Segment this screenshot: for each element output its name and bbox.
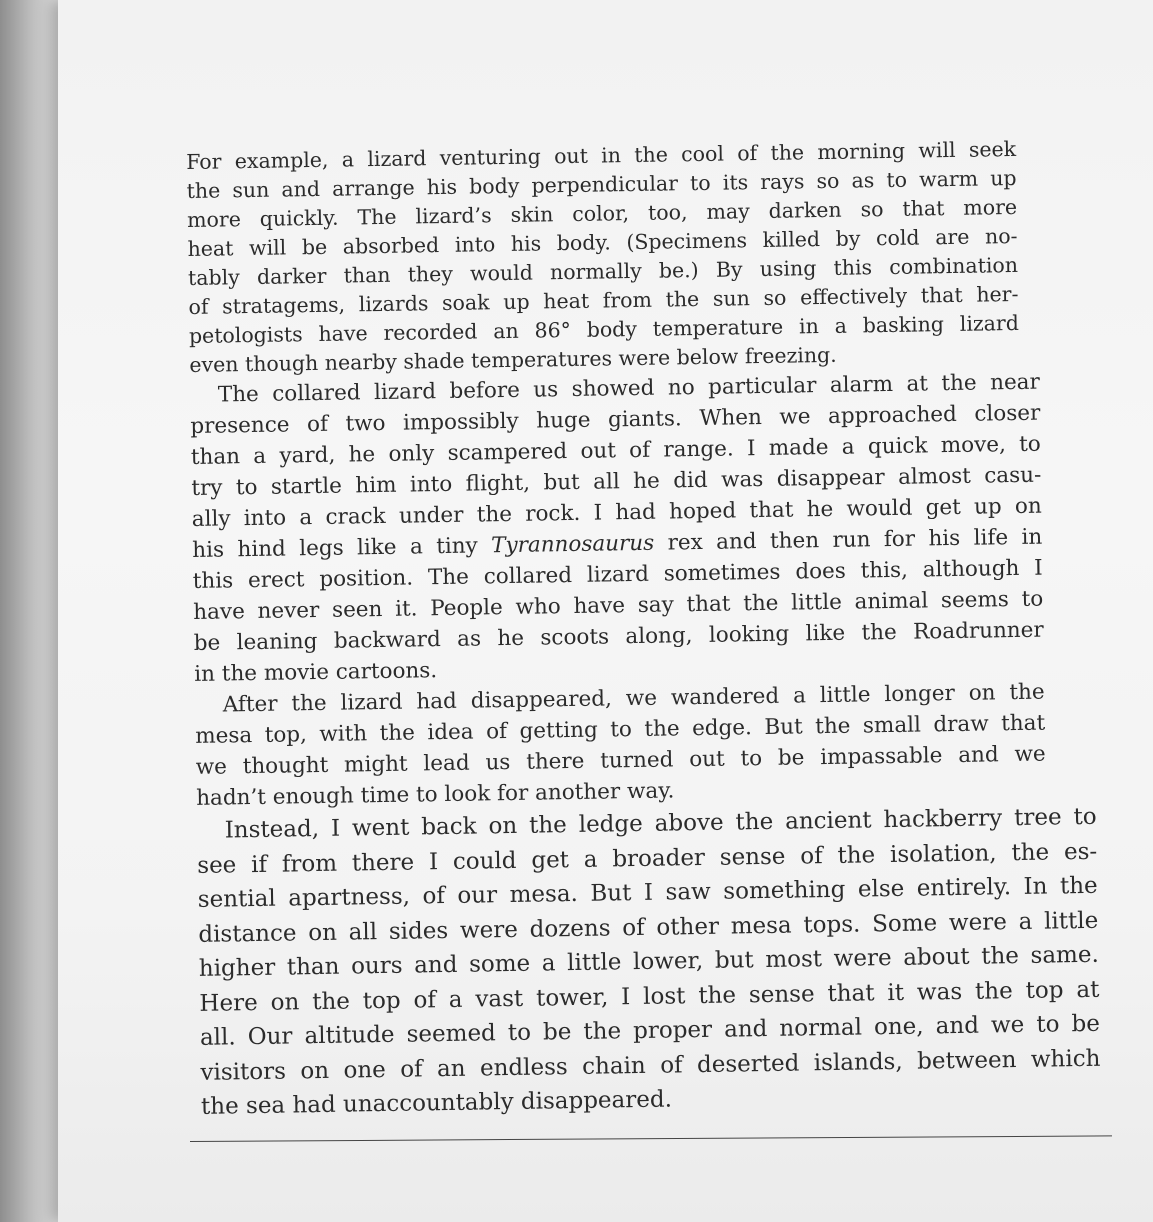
page-text	[186, 134, 1101, 1124]
text-line: in the movie cartoons.	[194, 658, 438, 687]
text-line: higher than ours and some a little lower, but most were about the same.	[198, 941, 1099, 982]
paragraph-3	[195, 676, 1057, 813]
text-line: sential apartness, of our mesa. But I saw something else entirely. In the	[197, 872, 1098, 913]
text-line: be leaning backward as he scoots along, looking like the Roadrunner	[193, 617, 1044, 656]
text-line: ally into a crack under the rock. I had hoped that he would get up on	[191, 493, 1042, 532]
text-line: the sea had unaccountably disappeared.	[200, 1086, 673, 1120]
text-line: Here on the top of a vast tower, I lost the sense that it was the top at	[199, 976, 1100, 1017]
text-line: distance on all sides were dozens of other mesa tops. Some were a little	[198, 907, 1099, 948]
text-line: this erect position. The collared lizard sometimes does this, although I	[192, 555, 1043, 594]
text-line: more quickly. The lizard’s skin color, too, may darken so that more	[186, 194, 1018, 232]
text-line: of stratagems, lizards soak up heat from the sun so effectively that her-	[188, 281, 1019, 319]
text-line: try to startle him into flight, but all he did was disappear almost casu-	[191, 462, 1042, 501]
text-line: mesa top, with the idea of getting to the edge. But the small draw that	[195, 710, 1046, 749]
text-line: heat will be absorbed into his body. (Specimens killed by cold are no-	[187, 223, 1018, 261]
text-line: presence of two impossibly huge giants. When we approached closer	[190, 400, 1041, 439]
italic-species-name: Tyrannosaurus	[490, 530, 655, 559]
paragraph-4	[196, 800, 1101, 1124]
text-fragment: his hind legs like a tiny Tyrannosaurus rex and then run for his life in	[192, 524, 1043, 563]
text-line: have never seen it. People who have say that the little animal seems to	[193, 586, 1044, 625]
text-line: all. Our altitude seemed to be the proper and normal one, and we to be	[199, 1010, 1101, 1051]
text-line: we thought might lead us there turned out to be impassable and we	[195, 741, 1046, 780]
text-line: petologists have recorded an 86° body temperature in a basking lizard	[188, 310, 1020, 348]
text-line: visitors on one of an endless chain of deserted islands, between which	[200, 1045, 1101, 1086]
text-line: the sun and arrange his body perpendicular to its rays so as to warm up	[186, 165, 1017, 203]
paragraph-2	[190, 366, 1055, 689]
text-line: For example, a lizard venturing out in the cool of the morning will seek	[186, 136, 1017, 174]
text-line: hadn’t enough time to look for another way.	[196, 778, 675, 811]
text-line: even though nearby shade temperatures were below freezing.	[189, 342, 837, 377]
text-line: After the lizard had disappeared, we wandered a little longer on the	[222, 679, 1045, 718]
text-line: The collared lizard before us showed no particular alarm at the near	[217, 369, 1040, 408]
text-line: than a yard, he only scampered out of range. I made a quick move, to	[190, 431, 1041, 470]
text-line: Instead, I went back on the ledge above the ancient hackberry tree to	[224, 803, 1097, 844]
text-line: tably darker than they would normally be.) By using this combination	[187, 252, 1019, 290]
text-line: see if from there I could get a broader sense of the isolation, the es-	[197, 838, 1098, 879]
paragraph-1	[186, 134, 1050, 379]
